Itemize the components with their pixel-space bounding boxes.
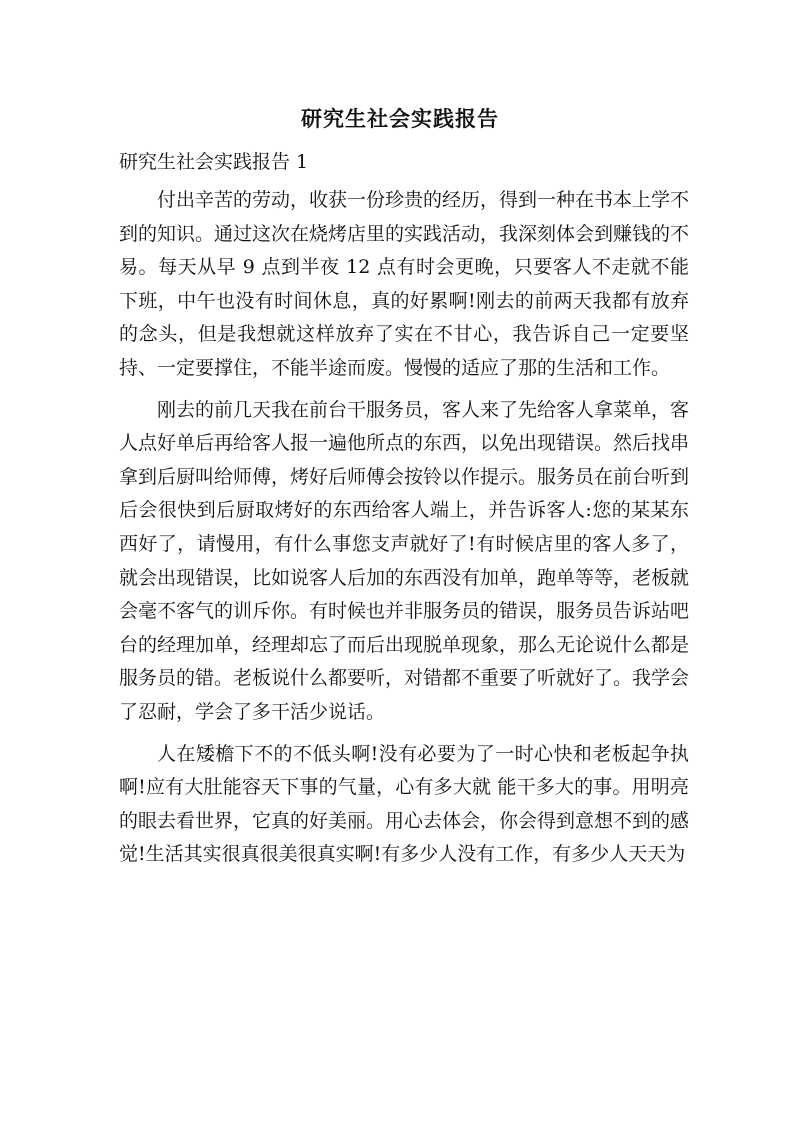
paragraph-3: 人在矮檐下不的不低头啊!没有必要为了一时心快和老板起争执啊!应有大肚能容天下事的气量，心有多大就 能干多大的事。用明亮的眼去看世界，它真的好美丽。用心去体会，你会得到意想不到的感觉!生活其实很真很美很真实啊!有多少人没有工作，有多少人天天为: [119, 742, 690, 866]
paragraph-2: 刚去的前几天我在前台干服务员，客人来了先给客人拿菜单，客人点好单后再给客人报一遍他所点的东西，以免出现错误。然后找串拿到后厨叫给师傅，烤好后师傅会按铃以作提示。服务员在前台听到后会很快到后厨取烤好的东西给客人端上，并告诉客人:您的某某东西好了，请慢用，有什么事您支声就好了!有时候店里的客人多了，就会出现错误，比如说客人后加的东西没有加单，跑单等等，老板就会毫不客气的训斥你。有时候也并非服务员的错误，服务员告诉站吧台的经理加单，经理却忘了而后出现脱单现象，那么无论说什么都是服务员的错。老板说什么都要听，对错都不重要了听就好了。我学会了忍耐，学会了多干活少说话。: [119, 398, 690, 723]
document-title: 研究生社会实践报告: [301, 106, 499, 131]
document-subtitle: 研究生社会实践报告 1: [119, 151, 309, 173]
document-body: [119, 184, 689, 880]
paragraph-1: 付出辛苦的劳动，收获一份珍贵的经历，得到一种在书本上学不到的知识。通过这次在烧烤店里的实践活动，我深刻体会到赚钱的不易。每天从早 9 点到半夜 12 点有时会更晚，只要客人不走就不能下班，中午也没有时间休息，真的好累啊!刚去的前两天我都有放弃的念头，但是我想就这样放弃了实在不甘心，我告诉自己一定要坚持、一定要撑住，不能半途而废。慢慢的适应了那的生活和工作。: [119, 189, 690, 379]
